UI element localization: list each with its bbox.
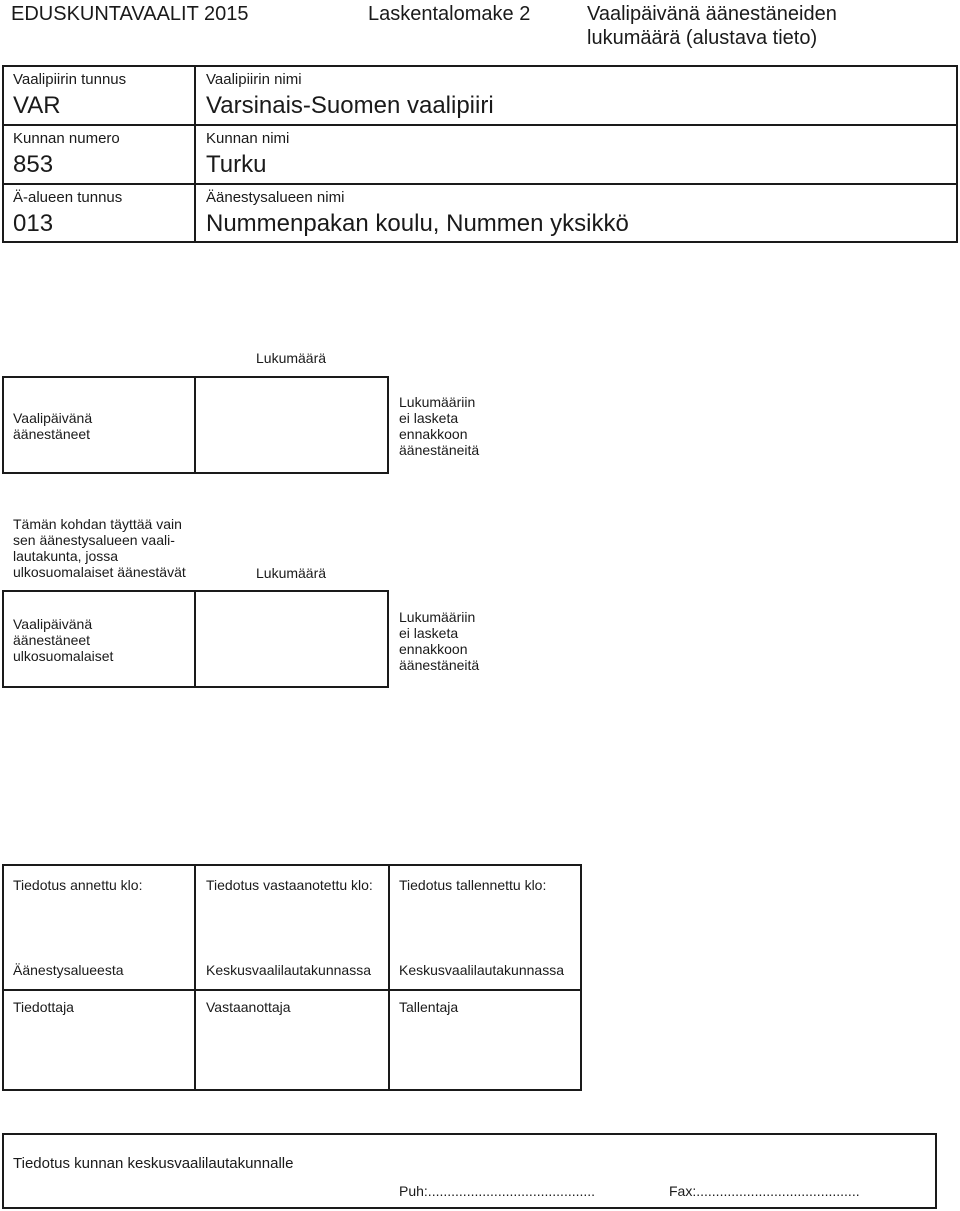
- municipality-number-label: Kunnan numero: [13, 130, 120, 147]
- municipal-notification-title: Tiedotus kunnan keskusvaalilautakunnalle: [13, 1155, 294, 1172]
- info-divider-row2: [2, 183, 958, 185]
- section2-divider: [194, 590, 196, 688]
- district-code-value: VAR: [13, 92, 61, 119]
- info-divider-row1: [2, 124, 958, 126]
- notification-divider-row: [2, 989, 582, 991]
- receiver-label: Vastaanottaja: [206, 999, 291, 1015]
- area-name-label: Äänestysalueen nimi: [206, 189, 345, 206]
- notification-saved-time-field[interactable]: [391, 898, 579, 950]
- notifier-signature-field[interactable]: [5, 1020, 192, 1088]
- district-name-label: Vaalipiirin nimi: [206, 71, 302, 88]
- municipality-name-label: Kunnan nimi: [206, 130, 290, 147]
- district-name-value: Varsinais-Suomen vaalipiiri: [206, 92, 494, 119]
- form-title-line2: lukumäärä (alustava tieto): [587, 27, 818, 49]
- notification-saved-at: Keskusvaalilautakunnassa: [399, 962, 564, 978]
- notification-divider-col2: [388, 864, 390, 1091]
- district-code-label: Vaalipiirin tunnus: [13, 71, 127, 88]
- saver-signature-field[interactable]: [391, 1020, 579, 1088]
- overseas-voters-count-field[interactable]: [197, 593, 386, 685]
- form-name: Laskentalomake 2: [368, 3, 531, 25]
- fax-field[interactable]: Fax:..........................................: [669, 1183, 860, 1199]
- election-day-voters-count-field[interactable]: [197, 379, 386, 471]
- phone-field[interactable]: Puh:...........................................: [399, 1183, 596, 1199]
- notification-given-time-field[interactable]: [5, 898, 192, 950]
- area-name-value: Nummenpakan koulu, Nummen yksikkö: [206, 210, 629, 237]
- notification-divider-col1: [194, 864, 196, 1091]
- overseas-instruction: Tämän kohdan täyttää vain sen äänestysalueen vaali- lautakunta, jossa ulkosuomalaiset äänestävät: [13, 516, 186, 580]
- municipality-name-value: Turku: [206, 151, 267, 178]
- notification-received-at: Keskusvaalilautakunnassa: [206, 962, 371, 978]
- form-title-line1: Vaalipäivänä äänestäneiden: [587, 3, 837, 25]
- notification-received-header: Tiedotus vastaanotettu klo:: [206, 877, 373, 893]
- area-code-label: Ä-alueen tunnus: [13, 189, 123, 206]
- municipality-number-value: 853: [13, 151, 54, 178]
- notification-received-time-field[interactable]: [198, 898, 385, 950]
- advance-votes-note-1: Lukumääriin ei lasketa ennakkoon äänestäneitä: [399, 394, 480, 458]
- count-label-1: Lukumäärä: [256, 350, 327, 366]
- advance-votes-note-2: Lukumääriin ei lasketa ennakkoon äänestäneitä: [399, 609, 480, 673]
- notification-given-header: Tiedotus annettu klo:: [13, 877, 143, 893]
- notification-given-from: Äänestysalueesta: [13, 962, 124, 978]
- saver-label: Tallentaja: [399, 999, 459, 1015]
- notifier-label: Tiedottaja: [13, 999, 74, 1015]
- overseas-voters-label: Vaalipäivänä äänestäneet ulkosuomalaiset: [13, 616, 114, 664]
- election-title: EDUSKUNTAVAALIT 2015: [11, 3, 249, 25]
- count-label-2: Lukumäärä: [256, 565, 327, 581]
- info-divider-vertical: [194, 65, 196, 243]
- election-day-voters-label: Vaalipäivänä äänestäneet: [13, 410, 93, 442]
- notification-saved-header: Tiedotus tallennettu klo:: [399, 877, 547, 893]
- section1-divider: [194, 376, 196, 474]
- area-code-value: 013: [13, 210, 54, 237]
- receiver-signature-field[interactable]: [198, 1020, 385, 1088]
